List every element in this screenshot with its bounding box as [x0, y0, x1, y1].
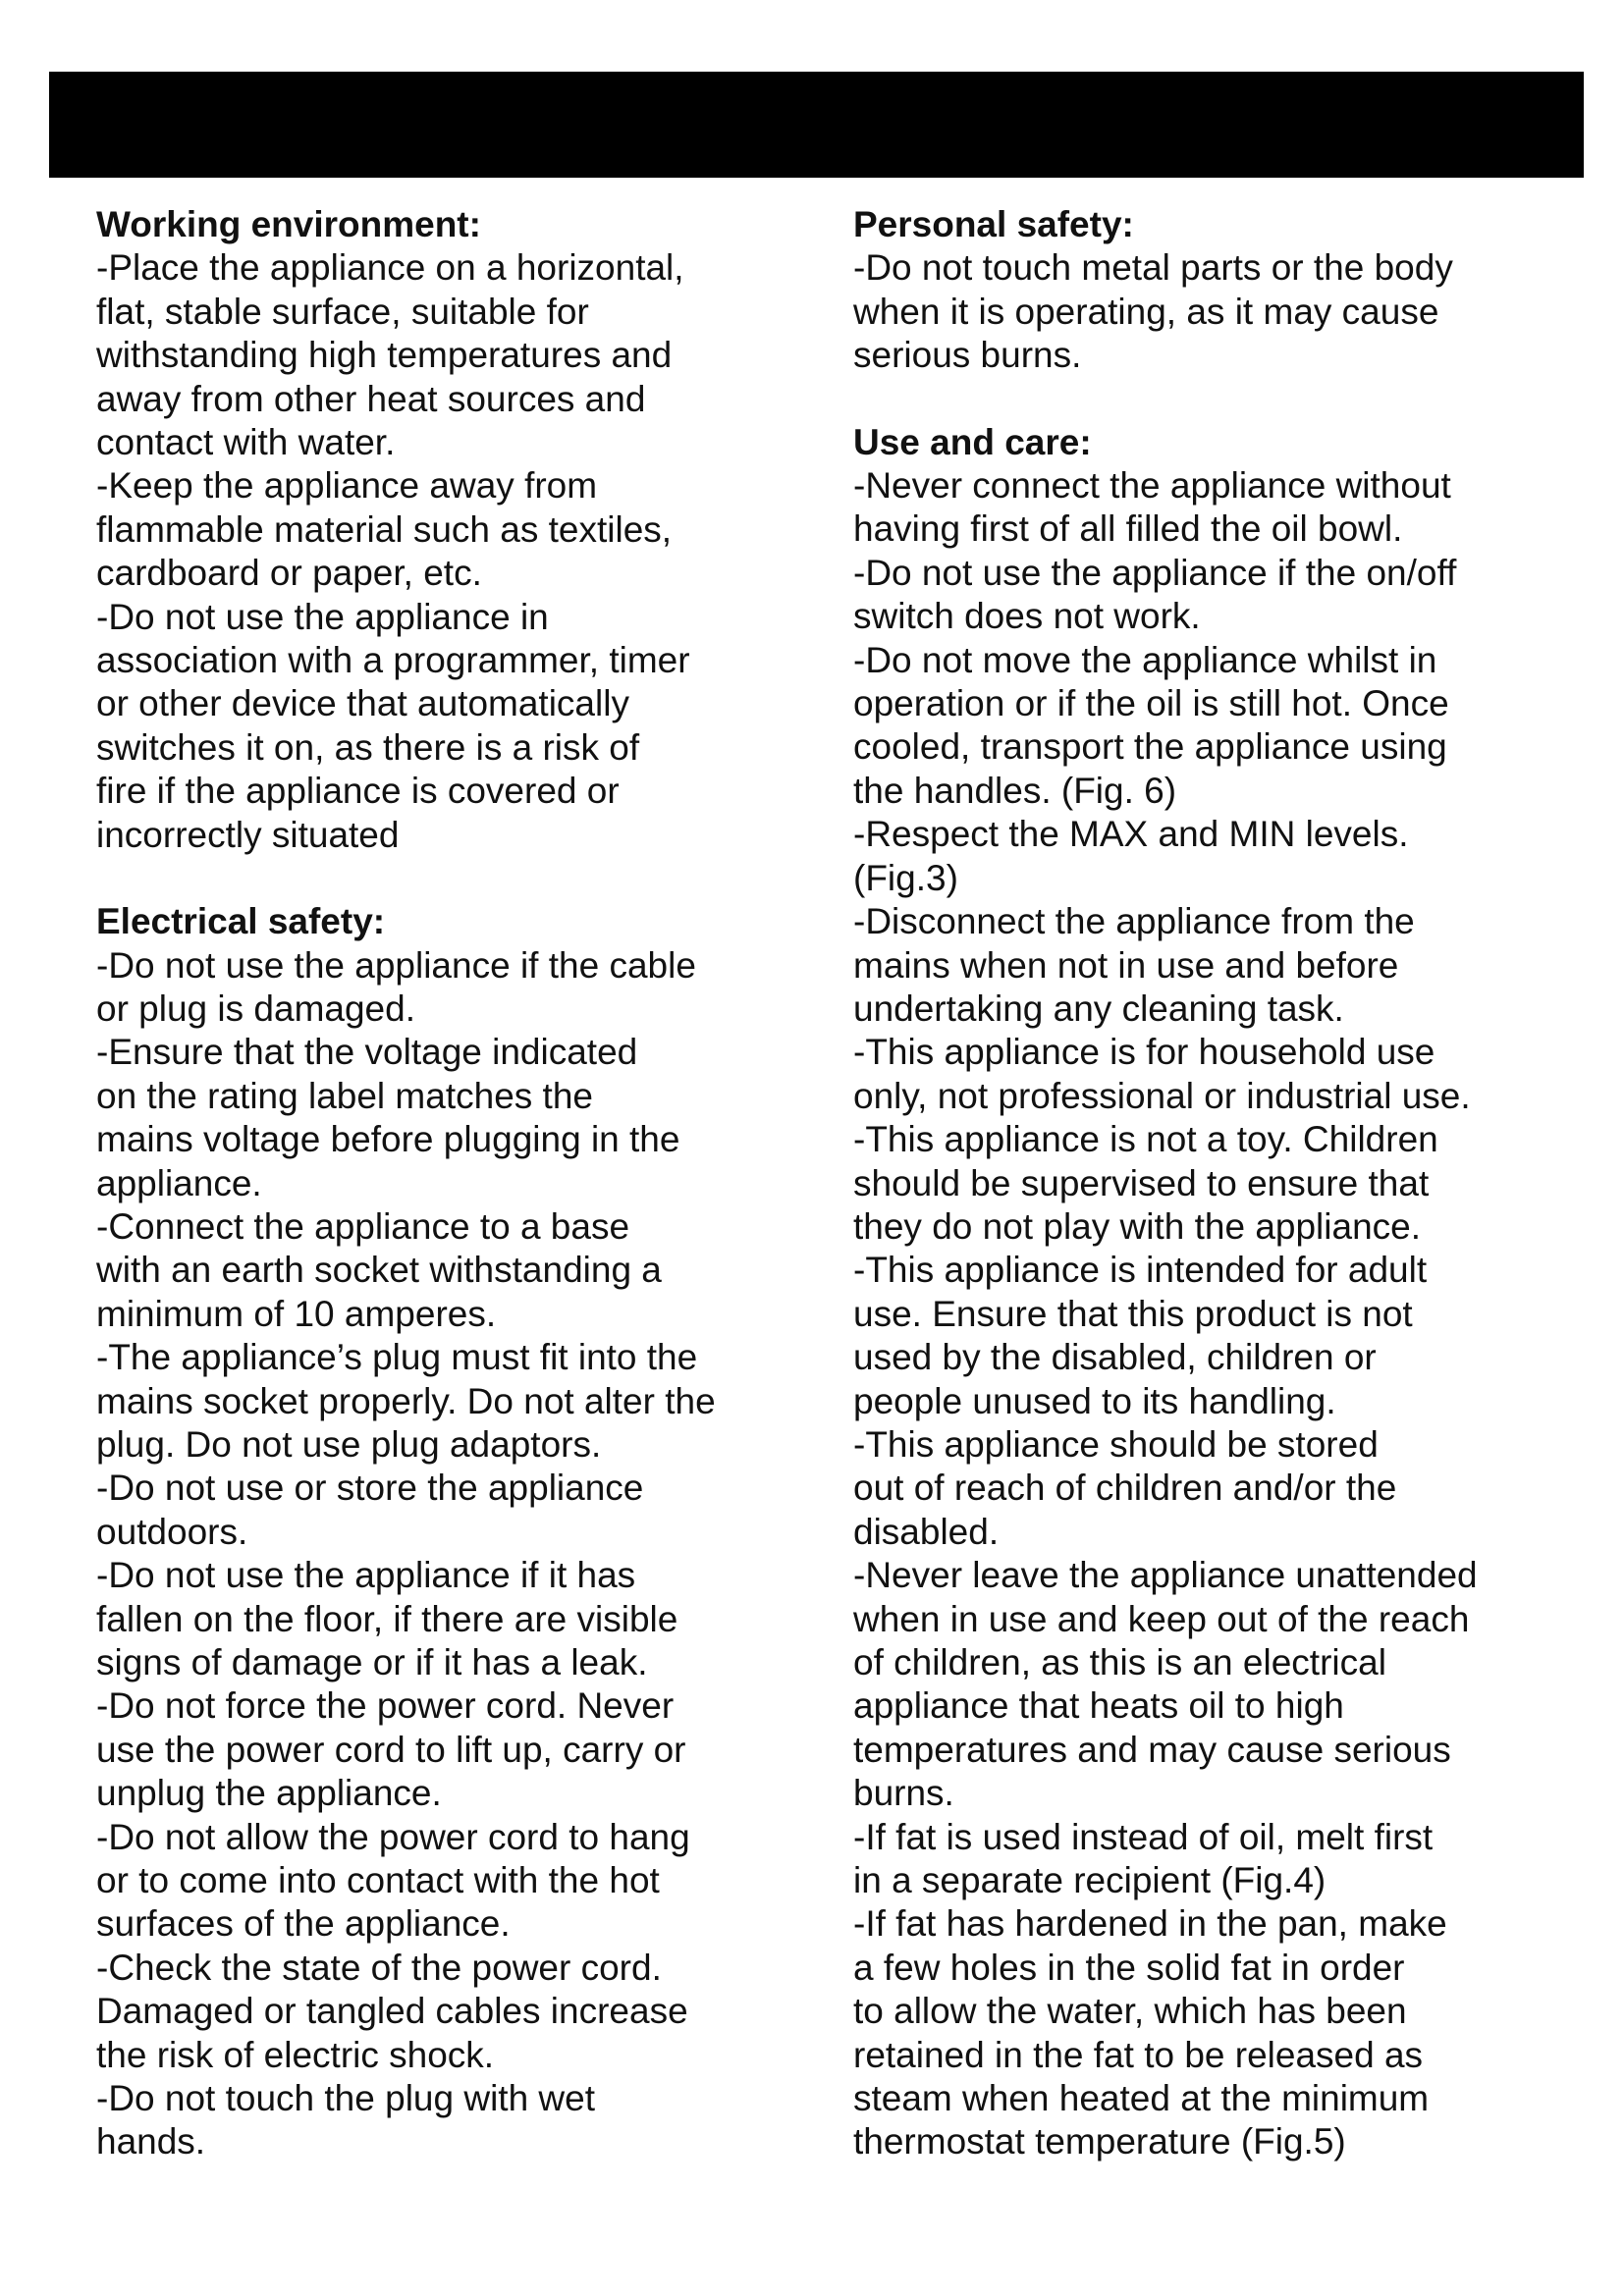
- text-line: appliance.: [96, 1162, 262, 1203]
- text-line: or other device that automatically: [96, 683, 629, 724]
- section-lines: [96, 944, 803, 2164]
- header-bar: [49, 72, 1584, 178]
- text-line: association with a programmer, timer: [96, 640, 690, 681]
- text-line: -Check the state of the power cord.: [96, 1947, 662, 1988]
- text-line: away from other heat sources and: [96, 378, 646, 419]
- text-line: -Do not allow the power cord to hang: [96, 1816, 690, 1857]
- text-line: -This appliance is for household use: [853, 1032, 1435, 1073]
- text-line: -Do not use the appliance if it has: [96, 1555, 636, 1596]
- text-line: unplug the appliance.: [96, 1773, 442, 1814]
- text-line: -Never leave the appliance unattended: [853, 1555, 1478, 1596]
- text-line: fire if the appliance is covered or: [96, 771, 620, 812]
- text-line: mains voltage before plugging in the: [96, 1119, 680, 1160]
- text-line: -The appliance’s plug must fit into the: [96, 1337, 698, 1378]
- text-line: steam when heated at the minimum: [853, 2078, 1430, 2119]
- right-column: [853, 203, 1560, 2208]
- text-line: or plug is damaged.: [96, 988, 415, 1029]
- text-line: flammable material such as textiles,: [96, 508, 673, 550]
- text-line: hands.: [96, 2121, 206, 2163]
- text-line: serious burns.: [853, 335, 1082, 376]
- text-line: -Never connect the appliance without: [853, 465, 1451, 507]
- section-title: Working environment :: [96, 203, 803, 246]
- text-line: outdoors.: [96, 1511, 248, 1552]
- text-line: with an earth socket withstanding a: [96, 1250, 662, 1291]
- text-line: -If fat is used instead of oil, melt first: [853, 1816, 1434, 1857]
- text-line: the risk of electric shock.: [96, 2034, 495, 2075]
- text-line: of children, as this is an electrical: [853, 1642, 1386, 1682]
- section-title: Use and care :: [853, 421, 1560, 464]
- text-line: burns.: [853, 1773, 954, 1814]
- text-line: out of reach of children and/or the: [853, 1468, 1397, 1509]
- section-lines: [96, 246, 803, 857]
- text-line: cardboard or paper, etc.: [96, 553, 482, 594]
- text-line: temperatures and may cause serious: [853, 1729, 1451, 1770]
- text-line: -Do not force the power cord. Never: [96, 1685, 675, 1727]
- text-line: flat, stable surface, suitable for: [96, 291, 589, 332]
- text-line: surfaces of the appliance.: [96, 1903, 511, 1945]
- text-line: -Do not use or store the appliance: [96, 1468, 644, 1509]
- section-working-environment: [96, 203, 803, 857]
- text-line: plug. Do not use plug adaptors.: [96, 1423, 602, 1465]
- text-line: -Do not use the appliance if the on/off: [853, 552, 1457, 593]
- text-line: use the power cord to lift up, carry or: [96, 1729, 686, 1770]
- text-line: when in use and keep out of the reach: [853, 1598, 1470, 1639]
- text-line: switch does not work.: [853, 596, 1201, 637]
- text-line: having first of all filled the oil bowl.: [853, 508, 1403, 550]
- text-line: -Do not use the appliance in: [96, 596, 549, 637]
- text-line: -Keep the appliance away from: [96, 465, 598, 507]
- text-line: contact with water.: [96, 422, 396, 463]
- text-line: -Do not touch the plug with wet: [96, 2078, 596, 2119]
- text-line: fallen on the floor, if there are visible: [96, 1598, 678, 1639]
- text-line: on the rating label matches the: [96, 1075, 593, 1116]
- text-line: should be supervised to ensure that: [853, 1162, 1430, 1203]
- text-line: -Connect the appliance to a base: [96, 1205, 630, 1247]
- section-lines: [853, 246, 1560, 377]
- text-line: to allow the water, which has been: [853, 1991, 1407, 2032]
- section-use-and-care: [853, 421, 1560, 2164]
- text-line: retained in the fat to be released as: [853, 2034, 1424, 2075]
- text-line: Damaged or tangled cables increase: [96, 1991, 688, 2032]
- text-line: appliance that heats oil to high: [853, 1685, 1344, 1727]
- text-line: a few holes in the solid fat in order: [853, 1947, 1405, 1988]
- text-line: signs of damage or if it has a leak.: [96, 1642, 648, 1682]
- text-line: minimum of 10 amperes.: [96, 1293, 497, 1334]
- text-line: thermostat temperature (Fig.5): [853, 2121, 1346, 2163]
- text-line: switches it on, as there is a risk of: [96, 726, 640, 768]
- text-line: mains when not in use and before: [853, 944, 1399, 986]
- text-line: only, not professional or industrial use.: [853, 1075, 1471, 1116]
- text-line: or to come into contact with the hot: [96, 1860, 660, 1901]
- section-title: Personal safety :: [853, 203, 1560, 246]
- text-line: used by the disabled, children or: [853, 1337, 1377, 1378]
- text-line: -If fat has hardened in the pan, make: [853, 1903, 1447, 1945]
- text-line: the handles. (Fig. 6): [853, 770, 1177, 811]
- text-line: withstanding high temperatures and: [96, 335, 673, 376]
- text-line: -Do not touch metal parts or the body: [853, 247, 1453, 289]
- text-line: use. Ensure that this product is not: [853, 1293, 1413, 1334]
- text-line: -Place the appliance on a horizontal,: [96, 247, 684, 289]
- text-line: -This appliance should be stored: [853, 1423, 1379, 1465]
- section-electrical-safety: [96, 900, 803, 2164]
- text-line: disabled.: [853, 1511, 1000, 1552]
- text-line: -Do not move the appliance whilst in: [853, 639, 1437, 680]
- text-line: incorrectly situated: [96, 814, 400, 855]
- text-line: -Respect the MAX and MIN levels.: [853, 814, 1409, 855]
- text-line: -This appliance is not a toy. Children: [853, 1119, 1438, 1160]
- text-line: -Ensure that the voltage indicated: [96, 1032, 638, 1073]
- text-line: people unused to its handling.: [853, 1380, 1336, 1421]
- text-line: undertaking any cleaning task.: [853, 988, 1344, 1029]
- text-line: -Disconnect the appliance from the: [853, 901, 1415, 942]
- left-column: [96, 203, 803, 2208]
- text-line: (Fig.3): [853, 857, 958, 898]
- text-line: they do not play with the appliance.: [853, 1205, 1421, 1247]
- text-line: -Do not use the appliance if the cable: [96, 944, 696, 986]
- text-line: when it is operating, as it may cause: [853, 291, 1439, 332]
- section-title: Electrical safety :: [96, 900, 803, 943]
- section-personal-safety: [853, 203, 1560, 378]
- text-line: cooled, transport the appliance using: [853, 726, 1447, 768]
- text-line: in a separate recipient (Fig.4): [853, 1860, 1326, 1901]
- text-line: operation or if the oil is still hot. Once: [853, 683, 1449, 724]
- text-line: mains socket properly. Do not alter the: [96, 1380, 716, 1421]
- text-line: -This appliance is intended for adult: [853, 1250, 1428, 1291]
- section-lines: [853, 464, 1560, 2164]
